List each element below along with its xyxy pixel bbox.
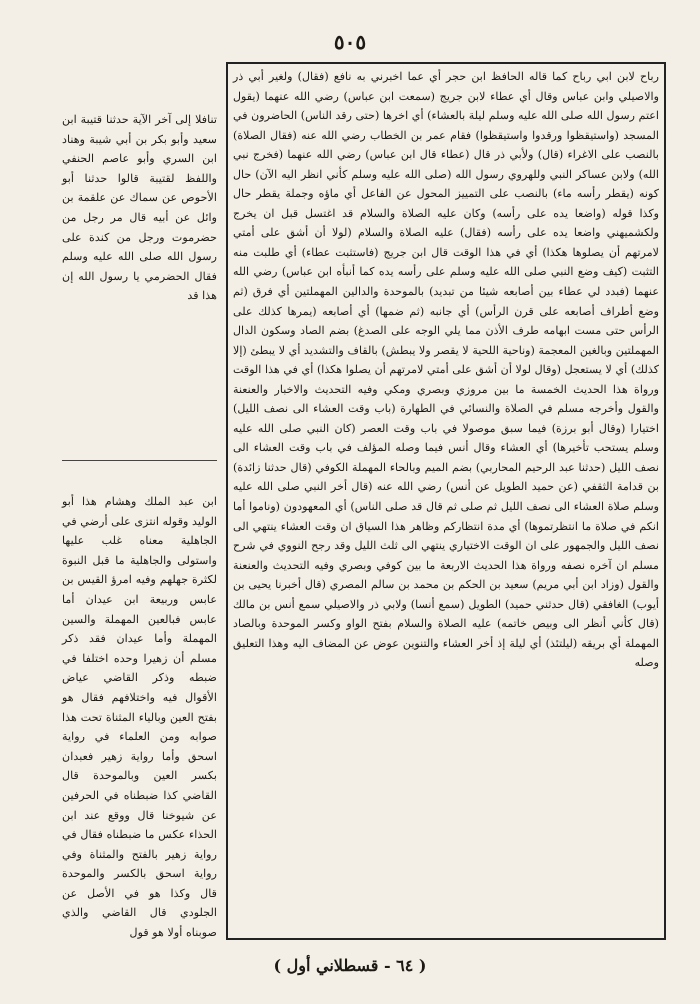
- margin-bottom-paragraph: ابن عبد الملك وهشام هذا أبو الوليد وقوله انتزى على أرضي في الجاهلية معناه غلب عليها واستولى والجاهلية ما قبل النبوة لكثرة جهلهم وفيه امرؤ القيس بن عابس وربيعة ابن عيدان أما عابس فبالعين المهملة والسين المهملة وأما عيدان فقد ذكر مسلم أن زهيرا وحده اختلفا في ضبطه وذكر القاضي عياض الأقوال فيه واختلافهم فقال هو بفتح العين وبالياء المثناة تحت هذا صوابه ومن العلماء في رواية اسحق وأما رواية زهير فعبدان بكسر العين وبالموحدة قال القاضي كذا ضبطناه في الحرفين عن شيوخنا قال ووقع عند ابن الحذاء عكس ما ضبطناه فقال في رواية زهير بالفتح والمثناة وفي رواية اسحق بالكسر والموحدة قال وكذا هو في الأصل عن الجلودي قال القاضي والذي صوبناه أولا هو قول: [62, 495, 217, 940]
- margin-text-bottom: [62, 492, 217, 940]
- margin-top-paragraph: تنافلا إلى آخر الآية حدثنا قتيبة ابن سعيد وأبو بكر بن أبي شيبة وهناد ابن السري وأبو عاصم الحنفي واللفظ لقتيبة قالوا حدثنا أبو الأحوص عن سماك عن علقمة بن وائل عن أبيه قال مر رجل من حضرموت ورجل من كندة على رسول الله صلى الله عليه وسلم فقال الحضرمي يا رسول الله إن هذا قد: [62, 113, 217, 303]
- main-commentary-text: رباح لابن ابي رباح كما قاله الحافظ ابن حجر أي عما اخبرني به نافع (فقال) ولغير أبي ذر والاصيلي وابن عباس وقال أي عطاء لابن جريج (سمعت ابن عباس) رضي الله عنهما (يقول اعتم رسول الله صلى الله عليه وسلم ليلة بالعشاء) أي اخرها (حتى رقد الناس) الحاضرون في المسجد (واستيقظوا ورقدوا واستيقظوا) فقام عمر بن الخطاب رضي الله عنه (فقال الصلاة) بالنصب على الاغراء (قال) ولأبي ذر قال (عطاء قال ابن عباس) رضي الله عنهما (فخرج نبي الله) ولابن عساكر النبي وللهروي رسول الله (صلى الله عليه وسلم كأني انظر اليه الآن) حال كونه (يقطر رأسه ماء) بالنصب على التمييز المحول عن الفاعل أي ماؤه وجملة يقطر حال وكذا قوله (واضعا يده على رأسه) وكان عليه الصلاة والسلام قد اغتسل قبل ان يخرج ولكشميهني واضعا يده على رأسه (فقال) عليه الصلاة والسلام (لولا أن أشق على أمتي لامرتهم أن يصلوها هكذا) أي في هذا الوقت قال ابن جريج (فاستثبت عطاء) أي طلبت منه التثبت (كيف وضع النبي صلى الله عليه وسلم على رأسه يده كما أنبأه ابن عباس) رضي الله عنهما (فبدد لي عطاء بين أصابعه شيئا من تبديد) بالموحدة والدالين المهملتين أي فرق (ثم وضع أطراف أصابعه على قرن الرأس) أي جانبه (ثم ضمها) أي أصابعه (يمرها كذلك على الرأس حتى مست ابهامه طرف الأذن مما يلي الوجه على الصدغ) بضم الصاد وسكون الدال المهملتين وبالغين المعجمة (وناحية اللحية لا يقصر ولا يبطش) بالقاف والتشديد أي لا يبطئ (إلا كذلك) أي لا يستعجل (وقال لولا أن أشق على أمتي لامرتهم أن يصلوا هكذا) أي في هذا الوقت ورواة هذا الحديث الخمسة ما بين مروزي وبصري ومكي وفيه التحديث والاخبار والعنعنة والقول وأخرجه مسلم في الصلاة والنسائي في الطهارة (باب وقت العشاء الى نصف الليل) اختيارا (وقال أبو برزة) فيما سبق موصولا في باب وقت العصر (كان النبي صلى الله عليه وسلم يستحب تأخيرها) أي العشاء وقال أنس فيما وصله المؤلف في باب وقت العشاء الى نصف الليل (حدثنا عبد الرحيم المحاربي) بضم الميم وبالحاء المهملة الكوفي (قال حدثنا زائدة) بن قدامة الثقفي (عن حميد الطويل عن أنس) رضي الله عنه (قال أخر النبي صلى الله عليه وسلم صلاة العشاء الى نصف الليل ثم صلى ثم قال قد صلى الناس) أي المعهودون (وناموا أما انكم في صلاة ما انتظرتموها) أي مدة انتظاركم وظاهر هذا السياق ان وقت العشاء ينتهي الى نصف الليل والجمهور على ان الوقت الاختياري ينتهي الى ثلث الليل وقد رجح النووي في شرح مسلم ان آخره نصفه ورواة هذا الحديث الاربعة ما بين كوفي وبصري وفيه التحديث والعنعنة والقول (وزاد ابن أبي مريم) سعيد بن الحكم بن محمد بن سالم المصري (قال أخبرنا يحيى بن أيوب) الغافقي (قال حدثني حميد) الطويل (سمع أنسا) ولابي ذر والاصيلي سمع أنس بن مالك (قال كأني أنظر الى وبيص خاتمه) عليه الصلاة والسلام بفتح الواو وكسر الموحدة وبالصاد المهملة أي بريقه (ليلتئذ) أي ليلة إذ أخر العشاء والتنوين عوض عن المضاف اليه وهذا التعليق وصله: [233, 70, 659, 670]
- page-footer-signature: ( ٦٤ - قسطلاني أول ): [273, 956, 427, 975]
- margin-divider: [62, 460, 217, 461]
- page-number: ٥٠٥: [333, 30, 367, 54]
- margin-text-top: [62, 110, 217, 432]
- main-text-frame: [226, 62, 666, 940]
